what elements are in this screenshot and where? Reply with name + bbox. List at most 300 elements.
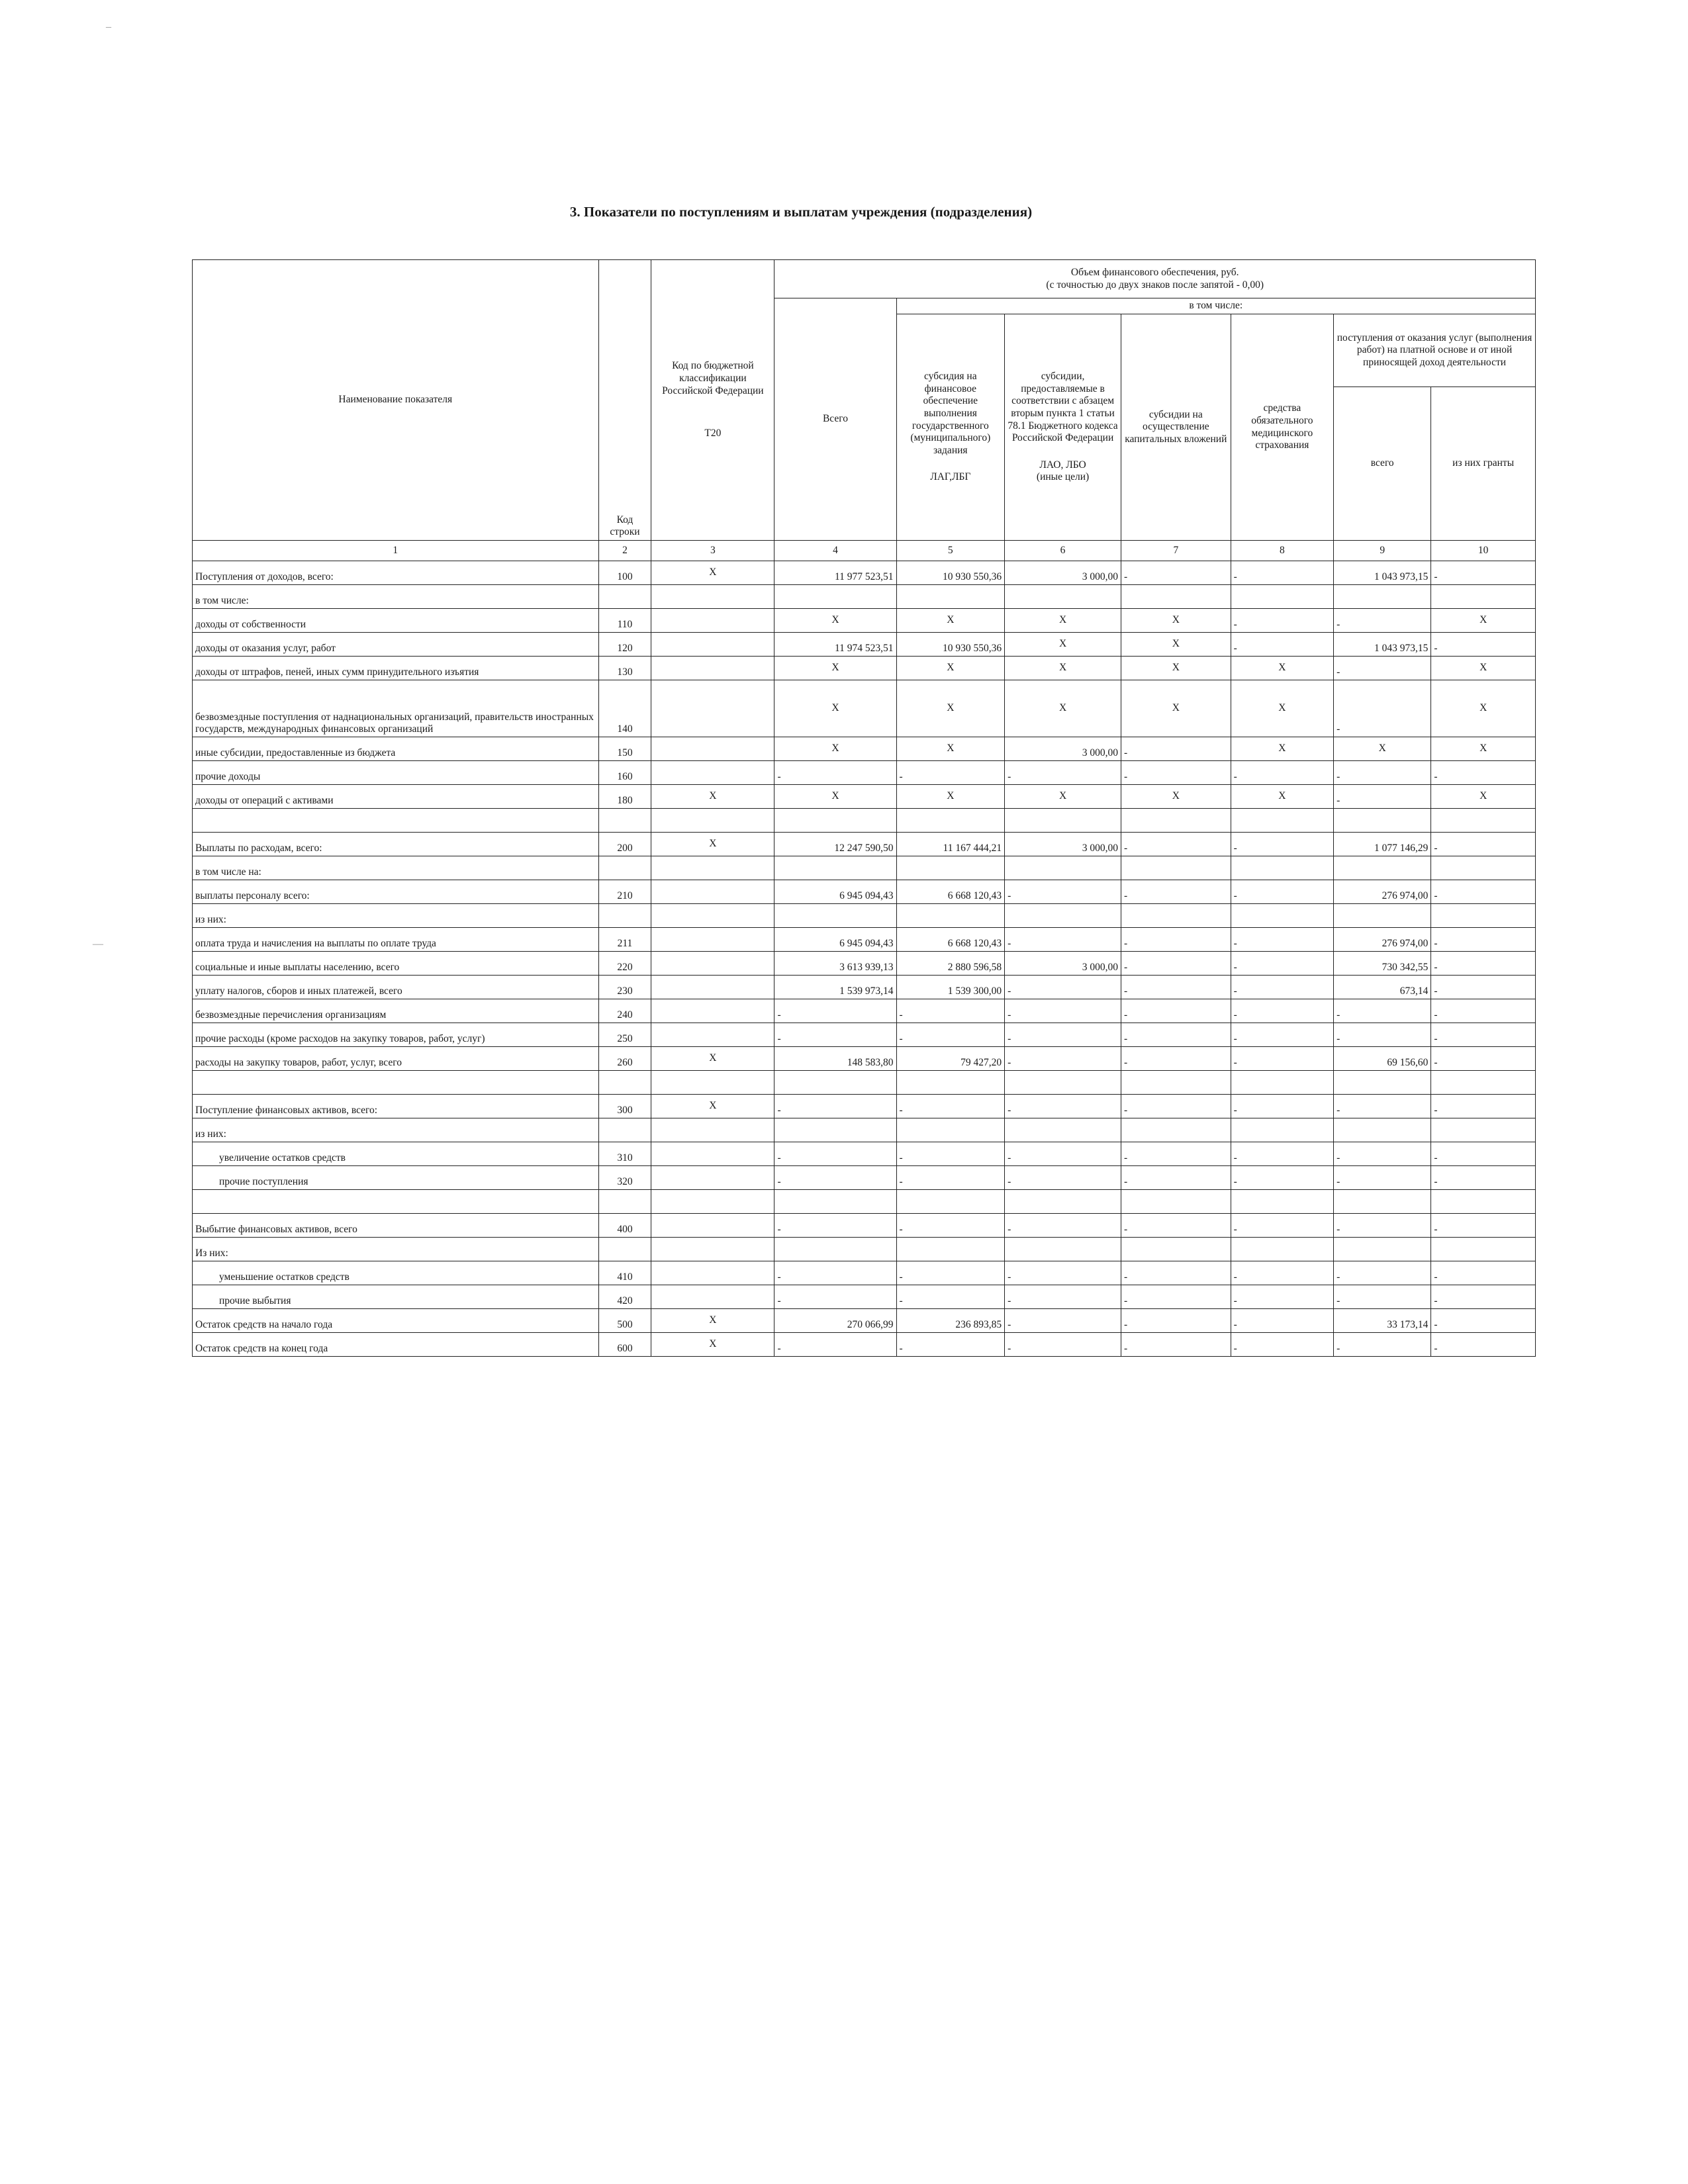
- row-kbk: [651, 976, 774, 999]
- amount-c9: [1334, 904, 1431, 928]
- amount-c5: [896, 904, 1005, 928]
- amount-c9: -: [1334, 1023, 1431, 1047]
- amount-c5: 10 930 550,36: [896, 633, 1005, 657]
- row-kbk: X: [651, 785, 774, 809]
- row-name: [193, 809, 599, 833]
- row-kbk: [651, 761, 774, 785]
- amount-c9: 69 156,60: [1334, 1047, 1431, 1071]
- row-kbk: [651, 904, 774, 928]
- header-kbk: [651, 260, 774, 541]
- table-row: [193, 680, 1536, 737]
- amount-c8: X: [1231, 680, 1333, 737]
- amount-c6: -: [1005, 1214, 1121, 1238]
- row-code: 210: [598, 880, 651, 904]
- column-number: 4: [774, 541, 896, 561]
- amount-c7: [1121, 809, 1231, 833]
- amount-c10: -: [1431, 633, 1536, 657]
- amount-c7: -: [1121, 1142, 1231, 1166]
- amount-c8: [1231, 809, 1333, 833]
- row-code: [598, 1190, 651, 1214]
- amount-c5: X: [896, 680, 1005, 737]
- amount-c9: 1 077 146,29: [1334, 833, 1431, 856]
- page-title: 3. Показатели по поступлениям и выплатам учреждения (подразделения): [569, 204, 1033, 220]
- amount-c8: -: [1231, 1166, 1333, 1190]
- amount-c10: -: [1431, 1309, 1536, 1333]
- amount-c4: -: [774, 999, 896, 1023]
- table-row: [193, 561, 1536, 585]
- amount-c8: -: [1231, 952, 1333, 976]
- amount-c4: -: [774, 1261, 896, 1285]
- amount-c7: [1121, 1190, 1231, 1214]
- row-code: 260: [598, 1047, 651, 1071]
- row-code: [598, 809, 651, 833]
- column-number: 8: [1231, 541, 1333, 561]
- amount-c10: X: [1431, 737, 1536, 761]
- amount-c6: [1005, 1118, 1121, 1142]
- table-row: [193, 1333, 1536, 1357]
- row-name: доходы от оказания услуг, работ: [193, 633, 599, 657]
- table-row: [193, 633, 1536, 657]
- row-code: 110: [598, 609, 651, 633]
- row-name: прочие поступления: [193, 1166, 599, 1190]
- amount-c8: -: [1231, 999, 1333, 1023]
- amount-c8: -: [1231, 880, 1333, 904]
- amount-c6: [1005, 809, 1121, 833]
- amount-c10: [1431, 856, 1536, 880]
- table-row: [193, 1285, 1536, 1309]
- amount-c6: -: [1005, 999, 1121, 1023]
- amount-c10: [1431, 1118, 1536, 1142]
- amount-c7: -: [1121, 928, 1231, 952]
- amount-c10: X: [1431, 680, 1536, 737]
- table-row: [193, 657, 1536, 680]
- row-name: доходы от штрафов, пеней, иных сумм принудительного изъятия: [193, 657, 599, 680]
- row-name: прочие расходы (кроме расходов на закупку товаров, работ, услуг): [193, 1023, 599, 1047]
- amount-c8: X: [1231, 657, 1333, 680]
- row-name: расходы на закупку товаров, работ, услуг, всего: [193, 1047, 599, 1071]
- amount-c6: -: [1005, 1047, 1121, 1071]
- amount-c5: -: [896, 1214, 1005, 1238]
- row-code: 250: [598, 1023, 651, 1047]
- amount-c10: -: [1431, 928, 1536, 952]
- row-kbk: X: [651, 1095, 774, 1118]
- row-name: Поступление финансовых активов, всего:: [193, 1095, 599, 1118]
- amount-c10: -: [1431, 1095, 1536, 1118]
- amount-c5: [896, 1190, 1005, 1214]
- header-volume-line2: (с точностью до двух знаков после запятой - 0,00): [1046, 279, 1264, 291]
- amount-c7: -: [1121, 833, 1231, 856]
- amount-c5: 6 668 120,43: [896, 928, 1005, 952]
- amount-c5: 11 167 444,21: [896, 833, 1005, 856]
- amount-c8: -: [1231, 1309, 1333, 1333]
- amount-c6: X: [1005, 609, 1121, 633]
- row-name: Из них:: [193, 1238, 599, 1261]
- table-row: [193, 785, 1536, 809]
- amount-c6: [1005, 904, 1121, 928]
- amount-c10: -: [1431, 999, 1536, 1023]
- financial-indicators-table: [192, 259, 1536, 1357]
- amount-c7: X: [1121, 657, 1231, 680]
- amount-c4: [774, 1190, 896, 1214]
- amount-c4: -: [774, 1285, 896, 1309]
- column-number: 6: [1005, 541, 1121, 561]
- amount-c10: -: [1431, 1142, 1536, 1166]
- amount-c7: X: [1121, 680, 1231, 737]
- amount-c6: X: [1005, 785, 1121, 809]
- amount-c7: -: [1121, 1047, 1231, 1071]
- amount-c4: [774, 904, 896, 928]
- amount-c7: [1121, 1118, 1231, 1142]
- row-name: Выбытие финансовых активов, всего: [193, 1214, 599, 1238]
- row-code: [598, 1071, 651, 1095]
- row-kbk: [651, 999, 774, 1023]
- amount-c6: 3 000,00: [1005, 561, 1121, 585]
- column-number: 3: [651, 541, 774, 561]
- row-code: 400: [598, 1214, 651, 1238]
- amount-c6: -: [1005, 976, 1121, 999]
- amount-c8: -: [1231, 633, 1333, 657]
- header-col6-code: ЛАО, ЛБО: [1039, 459, 1086, 471]
- amount-c7: -: [1121, 1095, 1231, 1118]
- amount-c10: -: [1431, 1047, 1536, 1071]
- amount-c5: 236 893,85: [896, 1309, 1005, 1333]
- amount-c6: -: [1005, 1333, 1121, 1357]
- amount-c5: X: [896, 785, 1005, 809]
- table-row: [193, 999, 1536, 1023]
- column-number: 9: [1334, 541, 1431, 561]
- amount-c9: -: [1334, 999, 1431, 1023]
- row-code: [598, 585, 651, 609]
- row-name: социальные и иные выплаты населению, всего: [193, 952, 599, 976]
- amount-c8: -: [1231, 1023, 1333, 1047]
- amount-c6: [1005, 585, 1121, 609]
- amount-c9: [1334, 856, 1431, 880]
- amount-c5: -: [896, 1333, 1005, 1357]
- row-code: 500: [598, 1309, 651, 1333]
- amount-c9: 673,14: [1334, 976, 1431, 999]
- amount-c8: [1231, 856, 1333, 880]
- row-code: [598, 856, 651, 880]
- amount-c9: -: [1334, 680, 1431, 737]
- column-number: 2: [598, 541, 651, 561]
- row-name: [193, 1071, 599, 1095]
- amount-c8: [1231, 904, 1333, 928]
- amount-c8: X: [1231, 737, 1333, 761]
- amount-c6: -: [1005, 761, 1121, 785]
- amount-c9: [1334, 809, 1431, 833]
- row-kbk: [651, 1023, 774, 1047]
- amount-c4: X: [774, 657, 896, 680]
- row-kbk: X: [651, 561, 774, 585]
- amount-c5: 2 880 596,58: [896, 952, 1005, 976]
- amount-c4: X: [774, 737, 896, 761]
- column-number: 1: [193, 541, 599, 561]
- row-code: 211: [598, 928, 651, 952]
- row-kbk: [651, 856, 774, 880]
- amount-c5: 1 539 300,00: [896, 976, 1005, 999]
- amount-c7: -: [1121, 1309, 1231, 1333]
- row-name: прочие доходы: [193, 761, 599, 785]
- row-name: в том числе:: [193, 585, 599, 609]
- amount-c7: -: [1121, 761, 1231, 785]
- amount-c7: [1121, 904, 1231, 928]
- amount-c4: [774, 809, 896, 833]
- header-total: Всего: [774, 298, 896, 541]
- amount-c9: -: [1334, 785, 1431, 809]
- amount-c6: [1005, 1238, 1121, 1261]
- amount-c4: X: [774, 680, 896, 737]
- amount-c5: -: [896, 1142, 1005, 1166]
- amount-c9: -: [1334, 1261, 1431, 1285]
- header-kbk-code: Т20: [704, 428, 722, 439]
- row-kbk: [651, 680, 774, 737]
- row-code: 130: [598, 657, 651, 680]
- row-code: 140: [598, 680, 651, 737]
- amount-c7: -: [1121, 1214, 1231, 1238]
- amount-c6: -: [1005, 1309, 1121, 1333]
- amount-c9: -: [1334, 1333, 1431, 1357]
- row-name: выплаты персоналу всего:: [193, 880, 599, 904]
- row-name: прочие выбытия: [193, 1285, 599, 1309]
- amount-c5: 6 668 120,43: [896, 880, 1005, 904]
- table-row: [193, 1261, 1536, 1285]
- amount-c5: -: [896, 1285, 1005, 1309]
- amount-c10: [1431, 1071, 1536, 1095]
- amount-c7: -: [1121, 952, 1231, 976]
- row-name: Остаток средств на начало года: [193, 1309, 599, 1333]
- amount-c9: [1334, 1071, 1431, 1095]
- amount-c7: -: [1121, 1023, 1231, 1047]
- row-code: [598, 1238, 651, 1261]
- amount-c9: -: [1334, 1095, 1431, 1118]
- table-row: [193, 1190, 1536, 1214]
- amount-c4: 3 613 939,13: [774, 952, 896, 976]
- amount-c7: -: [1121, 737, 1231, 761]
- amount-c6: [1005, 856, 1121, 880]
- row-code: 320: [598, 1166, 651, 1190]
- row-kbk: [651, 809, 774, 833]
- amount-c4: [774, 1118, 896, 1142]
- row-code: 300: [598, 1095, 651, 1118]
- amount-c9: 276 974,00: [1334, 928, 1431, 952]
- table-row: [193, 1047, 1536, 1071]
- table-row: [193, 1166, 1536, 1190]
- amount-c10: [1431, 1238, 1536, 1261]
- header-col5-text: субсидия на финансовое обеспечение выполнения государственного (муниципального) задания: [910, 371, 991, 456]
- row-code: [598, 904, 651, 928]
- amount-c8: [1231, 1071, 1333, 1095]
- amount-c5: -: [896, 1261, 1005, 1285]
- amount-c8: [1231, 1118, 1333, 1142]
- amount-c9: 276 974,00: [1334, 880, 1431, 904]
- header-name: Наименование показателя: [193, 260, 599, 541]
- table-row: [193, 904, 1536, 928]
- row-code: 200: [598, 833, 651, 856]
- row-kbk: [651, 1118, 774, 1142]
- amount-c4: -: [774, 1142, 896, 1166]
- amount-c4: 148 583,80: [774, 1047, 896, 1071]
- row-code: 100: [598, 561, 651, 585]
- amount-c7: X: [1121, 633, 1231, 657]
- row-name: из них:: [193, 904, 599, 928]
- row-kbk: [651, 1261, 774, 1285]
- amount-c4: -: [774, 1166, 896, 1190]
- amount-c9: [1334, 1190, 1431, 1214]
- amount-c10: -: [1431, 1023, 1536, 1047]
- amount-c8: -: [1231, 1142, 1333, 1166]
- table-row: [193, 833, 1536, 856]
- table-row: [193, 809, 1536, 833]
- table-row: [193, 1309, 1536, 1333]
- amount-c9: -: [1334, 1214, 1431, 1238]
- amount-c6: -: [1005, 1285, 1121, 1309]
- amount-c7: [1121, 585, 1231, 609]
- amount-c10: X: [1431, 609, 1536, 633]
- amount-c8: -: [1231, 609, 1333, 633]
- amount-c7: -: [1121, 1261, 1231, 1285]
- amount-c9: 1 043 973,15: [1334, 633, 1431, 657]
- amount-c9: -: [1334, 1142, 1431, 1166]
- amount-c6: X: [1005, 680, 1121, 737]
- amount-c4: 6 945 094,43: [774, 880, 896, 904]
- amount-c4: 1 539 973,14: [774, 976, 896, 999]
- amount-c8: [1231, 1190, 1333, 1214]
- amount-c10: -: [1431, 1333, 1536, 1357]
- amount-c4: X: [774, 609, 896, 633]
- row-code: 410: [598, 1261, 651, 1285]
- table-row: [193, 761, 1536, 785]
- amount-c9: -: [1334, 1285, 1431, 1309]
- row-kbk: [651, 1285, 774, 1309]
- amount-c9: -: [1334, 1166, 1431, 1190]
- row-code: 150: [598, 737, 651, 761]
- row-name: безвозмездные поступления от наднациональных организаций, правительств иностранных государств, международных финансовых организаций: [193, 680, 599, 737]
- amount-c4: [774, 1071, 896, 1095]
- row-name: иные субсидии, предоставленные из бюджета: [193, 737, 599, 761]
- amount-c9: [1334, 1238, 1431, 1261]
- row-name: Выплаты по расходам, всего:: [193, 833, 599, 856]
- amount-c7: -: [1121, 1285, 1231, 1309]
- row-name: увеличение остатков средств: [193, 1142, 599, 1166]
- amount-c5: -: [896, 1095, 1005, 1118]
- amount-c4: -: [774, 761, 896, 785]
- amount-c5: -: [896, 761, 1005, 785]
- amount-c7: -: [1121, 999, 1231, 1023]
- row-kbk: X: [651, 1333, 774, 1357]
- amount-c6: -: [1005, 1261, 1121, 1285]
- amount-c6: -: [1005, 1095, 1121, 1118]
- amount-c6: X: [1005, 657, 1121, 680]
- row-kbk: [651, 657, 774, 680]
- row-name: уплату налогов, сборов и иных платежей, всего: [193, 976, 599, 999]
- amount-c7: [1121, 856, 1231, 880]
- amount-c10: -: [1431, 1261, 1536, 1285]
- table-row: [193, 1214, 1536, 1238]
- amount-c5: [896, 856, 1005, 880]
- amount-c10: [1431, 585, 1536, 609]
- header-col6-note: (иные цели): [1036, 471, 1090, 483]
- table-row: [193, 1071, 1536, 1095]
- amount-c10: -: [1431, 1214, 1536, 1238]
- header-col6: [1005, 314, 1121, 541]
- amount-c7: -: [1121, 1333, 1231, 1357]
- row-kbk: X: [651, 1047, 774, 1071]
- amount-c4: 12 247 590,50: [774, 833, 896, 856]
- header-col8: средства обязательного медицинского страхования: [1231, 314, 1333, 541]
- amount-c9: -: [1334, 609, 1431, 633]
- amount-c10: X: [1431, 657, 1536, 680]
- amount-c8: -: [1231, 1285, 1333, 1309]
- amount-c8: -: [1231, 561, 1333, 585]
- row-name: уменьшение остатков средств: [193, 1261, 599, 1285]
- row-kbk: [651, 1190, 774, 1214]
- amount-c6: [1005, 1071, 1121, 1095]
- amount-c8: -: [1231, 1047, 1333, 1071]
- amount-c7: -: [1121, 976, 1231, 999]
- row-kbk: [651, 928, 774, 952]
- row-kbk: [651, 609, 774, 633]
- amount-c10: [1431, 1190, 1536, 1214]
- amount-c10: -: [1431, 952, 1536, 976]
- row-kbk: [651, 737, 774, 761]
- amount-c8: -: [1231, 1333, 1333, 1357]
- amount-c7: -: [1121, 1166, 1231, 1190]
- amount-c7: X: [1121, 785, 1231, 809]
- amount-c10: [1431, 904, 1536, 928]
- amount-c5: [896, 1238, 1005, 1261]
- amount-c9: [1334, 585, 1431, 609]
- amount-c7: [1121, 1071, 1231, 1095]
- amount-c9: 730 342,55: [1334, 952, 1431, 976]
- amount-c6: 3 000,00: [1005, 737, 1121, 761]
- amount-c8: [1231, 585, 1333, 609]
- table-row: [193, 1095, 1536, 1118]
- row-kbk: [651, 633, 774, 657]
- financial-indicators-table-wrapper: [192, 259, 1536, 1357]
- scan-mark: ¯: [106, 26, 111, 38]
- amount-c4: -: [774, 1095, 896, 1118]
- amount-c9: -: [1334, 657, 1431, 680]
- amount-c5: 79 427,20: [896, 1047, 1005, 1071]
- amount-c6: -: [1005, 1142, 1121, 1166]
- row-name: доходы от операций с активами: [193, 785, 599, 809]
- row-name: безвозмездные перечисления организациям: [193, 999, 599, 1023]
- header-col9-group: поступления от оказания услуг (выполнения работ) на платной основе и от иной приносящей доход деятельности: [1334, 314, 1536, 387]
- table-row: [193, 585, 1536, 609]
- amount-c10: -: [1431, 880, 1536, 904]
- header-code: Код строки: [598, 260, 651, 541]
- amount-c10: -: [1431, 1166, 1536, 1190]
- amount-c10: -: [1431, 561, 1536, 585]
- row-code: 240: [598, 999, 651, 1023]
- row-name: в том числе на:: [193, 856, 599, 880]
- amount-c6: X: [1005, 633, 1121, 657]
- row-code: 180: [598, 785, 651, 809]
- row-name: доходы от собственности: [193, 609, 599, 633]
- amount-c9: 1 043 973,15: [1334, 561, 1431, 585]
- amount-c7: X: [1121, 609, 1231, 633]
- scan-mark: —: [93, 938, 103, 950]
- amount-c9: X: [1334, 737, 1431, 761]
- amount-c7: [1121, 1238, 1231, 1261]
- header-col5-code: ЛАГ,ЛБГ: [930, 471, 971, 483]
- row-kbk: X: [651, 1309, 774, 1333]
- amount-c8: X: [1231, 785, 1333, 809]
- amount-c4: [774, 856, 896, 880]
- row-kbk: [651, 1214, 774, 1238]
- table-row: [193, 928, 1536, 952]
- amount-c4: -: [774, 1333, 896, 1357]
